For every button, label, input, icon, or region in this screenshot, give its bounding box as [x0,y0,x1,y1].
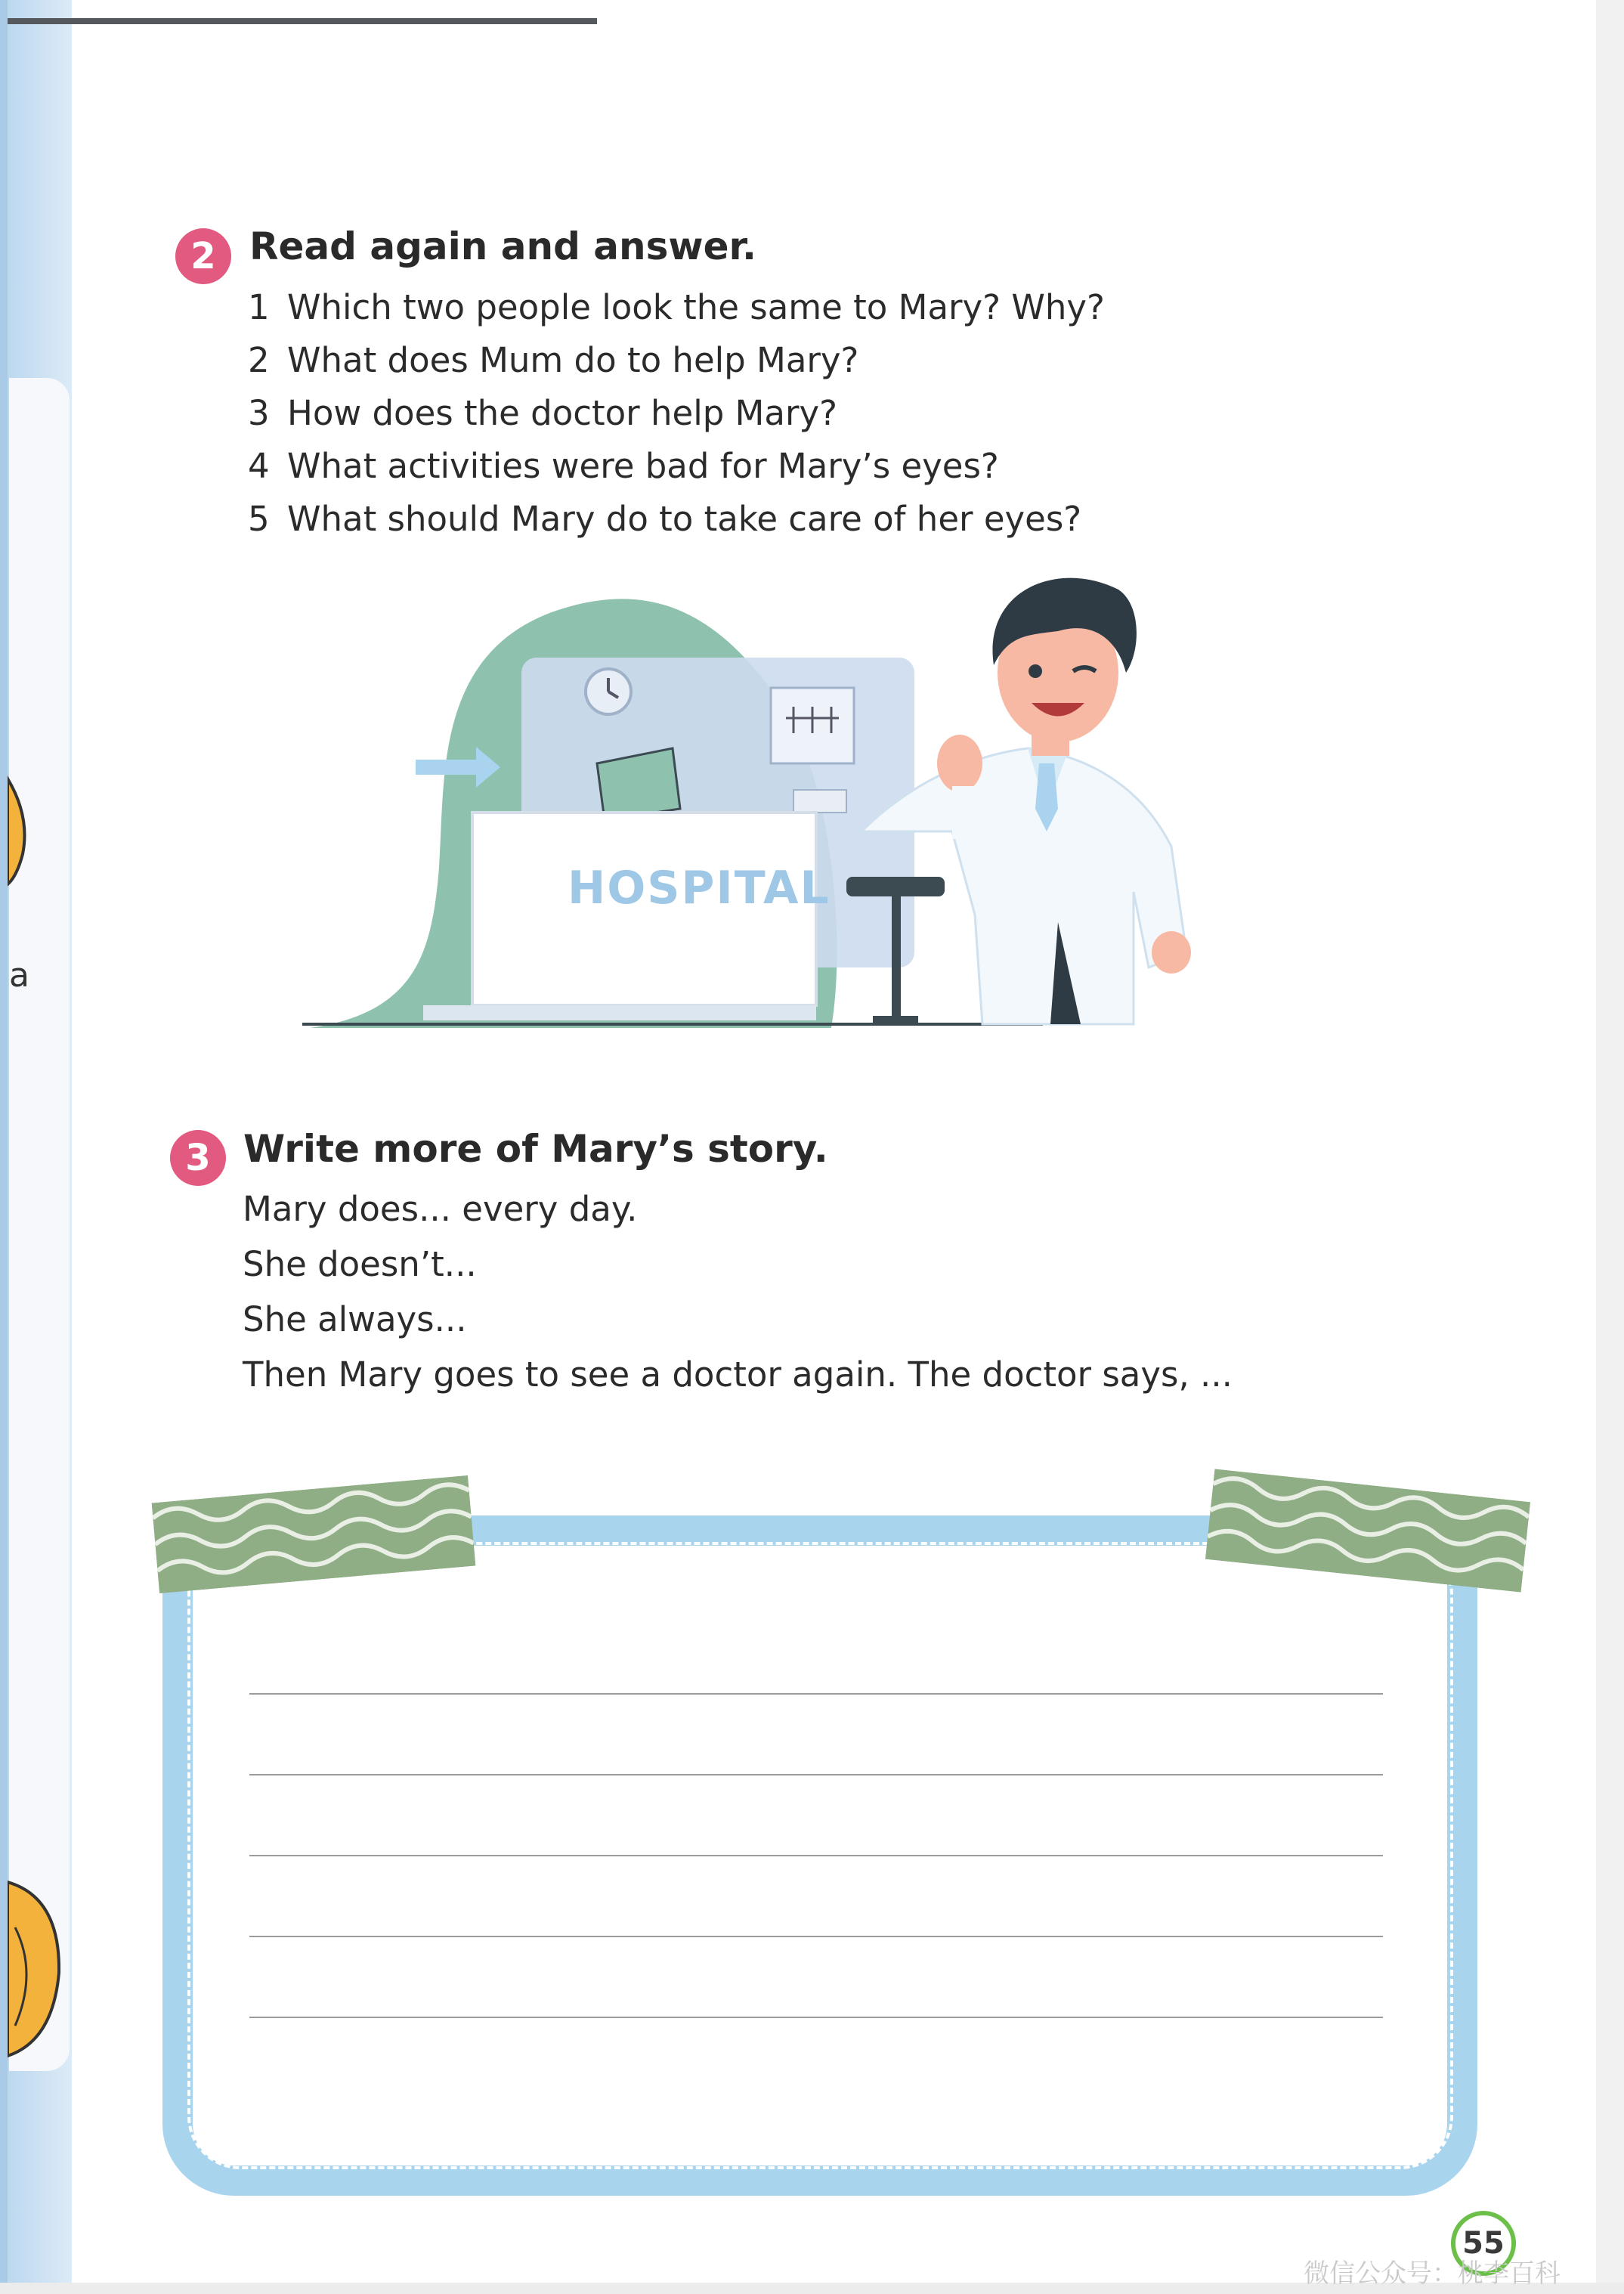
question-list [248,287,1105,539]
question-number: 2 [248,340,270,380]
writing-line[interactable] [249,1693,1383,1695]
question-item [248,499,1105,539]
section-2-badge [175,228,231,284]
question-text: What activities were bad for Mary’s eyes? [287,446,999,486]
question-number: 3 [248,393,270,433]
section-2-title: Read again and answer. [249,224,757,268]
hospital-illustration [302,559,1285,1043]
question-text: Which two people look the same to Mary? Why? [287,287,1105,327]
story-prompt: She always... [243,1299,467,1339]
left-page-illustration-piece [8,771,30,907]
question-item [248,340,1105,380]
question-item [248,393,1105,433]
top-edge-line [8,18,597,24]
hospital-scene-graphic [302,559,1285,1043]
question-number: 5 [248,499,270,539]
writing-line[interactable] [249,1936,1383,1937]
section-3-number: 3 [185,1137,211,1179]
story-prompt: She doesn’t... [243,1244,477,1284]
left-page-edge [9,378,70,2071]
story-prompt: Mary does... every day. [243,1189,638,1229]
story-prompt: Then Mary goes to see a doctor again. The doctor says, ... [243,1354,1233,1395]
question-text: What does Mum do to help Mary? [287,340,859,380]
writing-line[interactable] [249,2017,1383,2018]
writing-line[interactable] [249,1855,1383,1856]
page-number: 55 [1462,2226,1505,2261]
question-item [248,446,1105,486]
question-number: 1 [248,287,270,327]
writing-line[interactable] [249,1774,1383,1775]
section-2-number: 2 [190,235,216,277]
question-number: 4 [248,446,270,486]
left-page-illustration-piece-2 [8,1867,60,2063]
section-3-title: Write more of Mary’s story. [243,1127,828,1171]
right-page-edge [1596,0,1624,2294]
hospital-sign: HOSPITAL [568,862,831,915]
writing-area[interactable] [249,1693,1383,2018]
watermark: 微信公众号：桃李百科 [1304,2258,1561,2289]
question-item [248,287,1105,327]
story-prompts [243,1189,1233,1395]
section-3-badge [170,1130,226,1186]
question-text: What should Mary do to take care of her eyes? [287,499,1082,539]
question-text: How does the doctor help Mary? [287,393,837,433]
left-page-letter: a [9,956,29,995]
